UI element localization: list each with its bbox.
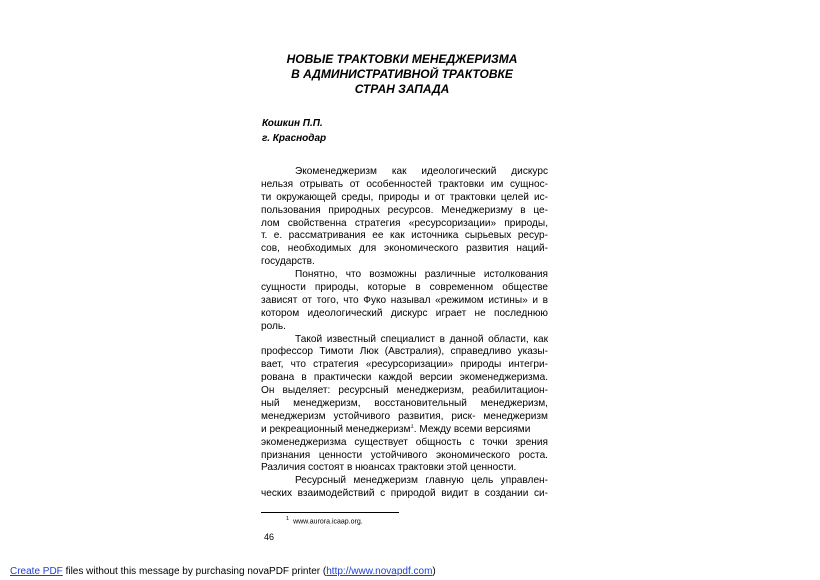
create-pdf-link[interactable]: Create PDF [10,566,63,577]
title-line-1: НОВЫЕ ТРАКТОВКИ МЕНЕДЖЕРИЗМА [286,52,518,66]
article-title [252,52,552,97]
body-line: Различия состоят в нюансах трактовки этой ценности. [261,462,517,474]
body-line-part: . Между всеми версиями [413,423,531,435]
author-city: г. Краснодар [262,133,327,144]
body-line: ный менеджеризм, восстановительный менеджеризм, [261,398,548,410]
body-line: рована в практически каждой версии экоменеджеризма. [261,372,548,384]
body-line: вает, что стратегия «ресурсоризации» природы интегри- [261,359,548,371]
body-line-part: и рекреационный менеджеризм [261,423,411,435]
body-line: сов, необходимых для экономического развития наций- [261,243,548,255]
article-body [261,166,548,501]
body-line: ческих взаимодействий с природой видит в создании си- [261,488,548,500]
body-line: зависят от того, что Фуко называл «режимом истины» и в [261,294,548,306]
novapdf-banner [10,566,436,577]
footnote-text: www.aurora.icaap.org. [293,518,363,526]
page-number: 46 [264,532,275,542]
footnote-number: 1 [286,516,290,522]
body-line-with-footnote [261,424,548,437]
body-line: Экоменеджеризм как идеологический дискурс [295,166,548,177]
body-line: государств. [261,256,315,268]
body-line: пользования природных ресурсов. Менеджеризму в це- [261,204,548,216]
body-line: т. е. рассматривания ее как источника сырьевых ресур- [261,230,548,242]
body-line: Понятно, что возможны различные истолкования [295,269,548,281]
footnote-divider [261,512,399,513]
body-line: Ресурсный менеджеризм главную цель управлен- [295,475,548,487]
banner-text: files without this message by purchasing novaPDF printer ( [62,566,327,577]
body-line: экоменеджеризма существует общность с точки зрения [261,436,548,448]
body-line: лом свойственна стратегия «ресурсоризации» природы, [261,217,548,229]
body-line: признания ценности устойчивого экономического роста. [261,449,548,461]
title-line-3: СТРАН ЗАПАДА [354,82,450,96]
body-line: котором идеологический дискурс играет не последнюю [261,307,548,319]
body-line: роль. [261,320,286,332]
author-name: Кошкин П.П. [262,118,323,129]
body-line: менеджеризм устойчивого развития, риск- менеджеризм [261,410,548,422]
body-line: сущности природы, которые в современном обществе [261,282,548,294]
banner-text-end: ) [432,566,436,577]
body-line: профессор Тимоти Люк (Австралия), справедливо указы- [261,346,548,358]
body-line: ти окружающей среды, природы и от трактовки целей ис- [261,191,548,203]
novapdf-url-link[interactable]: http://www.novapdf.com [326,566,433,577]
title-line-2: В АДМИНИСТРАТИВНОЙ ТРАКТОВКЕ [291,67,513,81]
body-line: нельзя отрывать от особенностей трактовки им сущнос- [261,178,548,190]
footnote-ref[interactable]: 1 [410,423,414,430]
author-block [262,116,326,146]
body-line: Он выделяет: ресурсный менеджеризм, реабилитацион- [261,385,548,397]
footnote [286,515,363,526]
body-line: Такой известный специалист в данной области, как [295,333,548,345]
